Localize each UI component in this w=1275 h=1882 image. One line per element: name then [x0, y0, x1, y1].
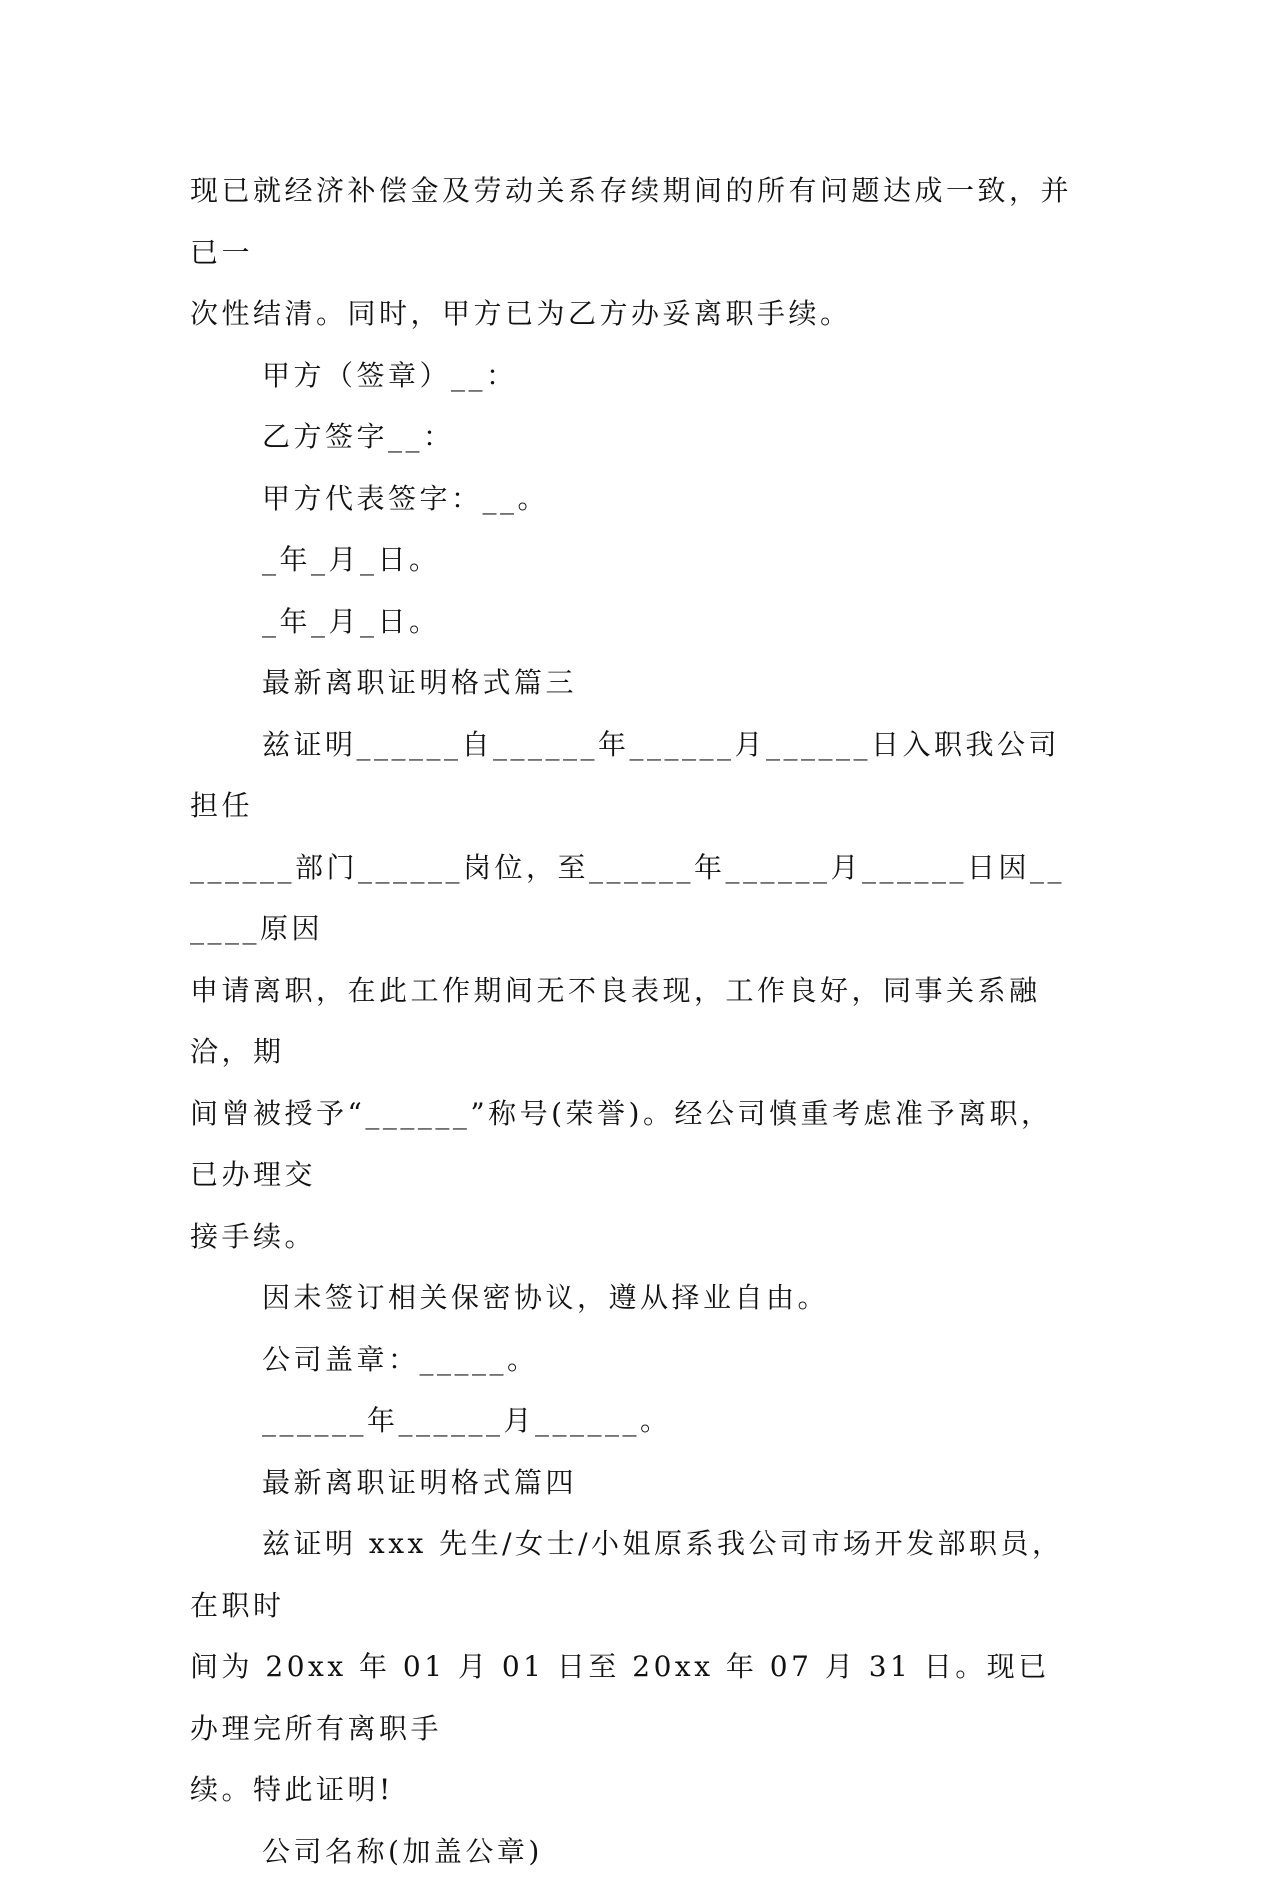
settlement-paragraph — [190, 160, 1080, 345]
text-line: 现已就经济补偿金及劳动关系存续期间的所有问题达成一致，并已一 — [190, 160, 1080, 283]
text-line: 间为 20xx 年 01 月 01 日至 20xx 年 07 月 31 日。现已办理完所有离职手 — [190, 1636, 1080, 1759]
company-seal-line: 公司盖章：_____。 — [190, 1329, 1080, 1391]
company-name-seal-line: 公司名称(加盖公章) — [190, 1821, 1080, 1882]
text-line: 兹证明 xxx 先生/女士/小姐原系我公司市场开发部职员，在职时 — [190, 1513, 1080, 1636]
date-line: ______年______月______。 — [190, 1390, 1080, 1452]
section-heading-4: 最新离职证明格式篇四 — [190, 1452, 1080, 1514]
text-line: 间曾被授予“______”称号(荣誉)。经公司慎重考虑准予离职，已办理交 — [190, 1083, 1080, 1206]
certificate-paragraph-3 — [190, 714, 1080, 1268]
section-heading-3: 最新离职证明格式篇三 — [190, 652, 1080, 714]
document-body — [190, 160, 1080, 1882]
text-line: 次性结清。同时，甲方已为乙方办妥离职手续。 — [190, 283, 1080, 345]
date-line: _年_月_日。 — [190, 529, 1080, 591]
party-b-signature-line: 乙方签字__： — [190, 406, 1080, 468]
text-line: 兹证明______自______年______月______日入职我公司担任 — [190, 714, 1080, 837]
text-line: 续。特此证明! — [190, 1759, 1080, 1821]
text-line: 申请离职，在此工作期间无不良表现，工作良好，同事关系融洽，期 — [190, 960, 1080, 1083]
certificate-paragraph-4 — [190, 1513, 1080, 1821]
text-line: 接手续。 — [190, 1206, 1080, 1268]
party-a-representative-signature-line: 甲方代表签字：__。 — [190, 468, 1080, 530]
party-a-signature-line: 甲方（签章）__： — [190, 345, 1080, 407]
text-line: ______部门______岗位，至______年______月______日因______原因 — [190, 837, 1080, 960]
confidentiality-note: 因未签订相关保密协议，遵从择业自由。 — [190, 1267, 1080, 1329]
date-line: _年_月_日。 — [190, 591, 1080, 653]
